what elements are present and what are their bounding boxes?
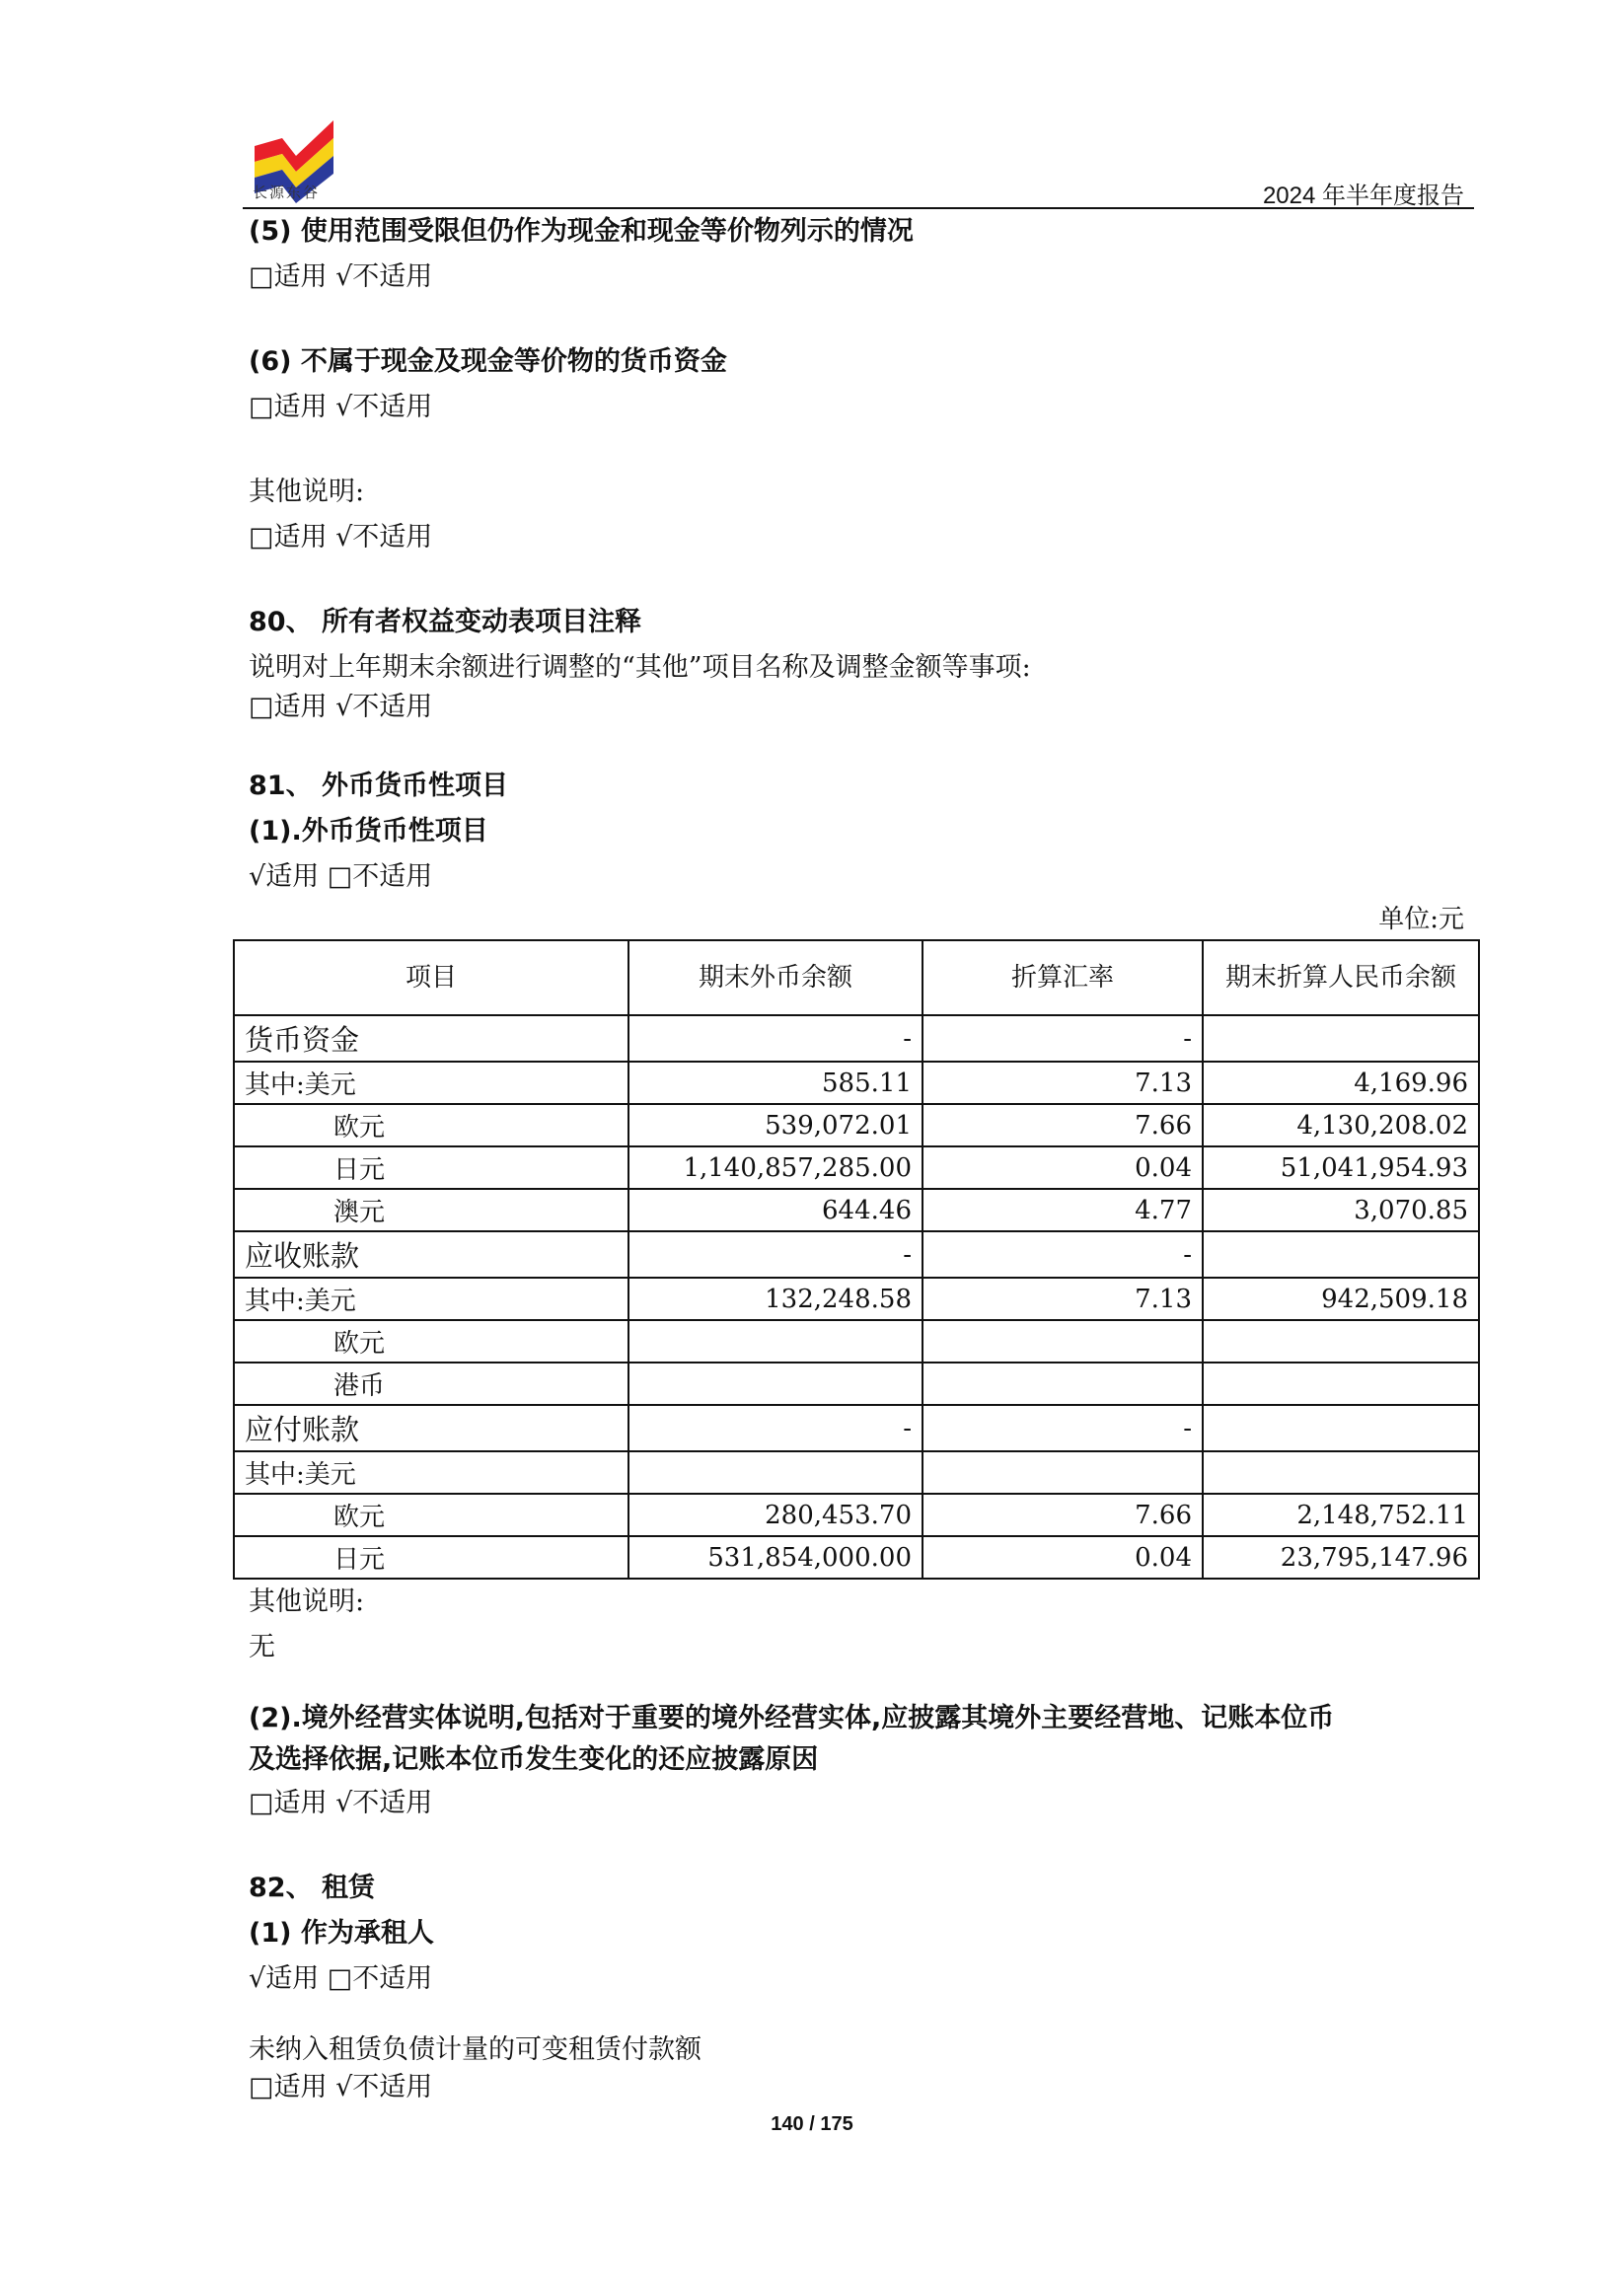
- cell-exchange-rate: 4.77: [923, 1189, 1203, 1231]
- cell-exchange-rate: 0.04: [923, 1146, 1203, 1189]
- table-row: [234, 1062, 1479, 1104]
- cell-item: 应付账款: [234, 1405, 628, 1451]
- cell-rmb-balance: 23,795,147.96: [1203, 1536, 1479, 1579]
- cell-rmb-balance: [1203, 1405, 1479, 1451]
- header-exchange-rate: 折算汇率: [923, 940, 1203, 1015]
- section-80-description: 说明对上年期末余额进行调整的“其他”项目名称及调整金额等事项:: [249, 652, 1031, 683]
- foreign-currency-table: [233, 939, 1480, 1580]
- report-title: 2024 年半年度报告: [1262, 183, 1464, 209]
- table-header-row: [234, 940, 1479, 1015]
- cell-exchange-rate: -: [923, 1231, 1203, 1278]
- cell-exchange-rate: 7.66: [923, 1104, 1203, 1146]
- cell-rmb-balance: 3,070.85: [1203, 1189, 1479, 1231]
- section-81-title: 81、 外币货币性项目: [249, 771, 508, 801]
- section-81-2-title-line1: (2).境外经营实体说明,包括对于重要的境外经营实体,应披露其境外主要经营地、记账本位币: [249, 1703, 1335, 1733]
- section-81-2-title-line2: 及选择依据,记账本位币发生变化的还应披露原因: [249, 1744, 819, 1775]
- cell-item: 欧元: [234, 1320, 628, 1363]
- cell-rmb-balance: [1203, 1363, 1479, 1405]
- cell-rmb-balance: 942,509.18: [1203, 1278, 1479, 1320]
- unit-label: 单位:元: [1378, 905, 1464, 934]
- cell-rmb-balance: 4,169.96: [1203, 1062, 1479, 1104]
- cell-rmb-balance: [1203, 1015, 1479, 1062]
- section-5-title: (5) 使用范围受限但仍作为现金和现金等价物列示的情况: [249, 216, 914, 247]
- table-body: [234, 1015, 1479, 1579]
- cell-exchange-rate: 7.13: [923, 1062, 1203, 1104]
- cell-rmb-balance: [1203, 1451, 1479, 1494]
- cell-exchange-rate: -: [923, 1015, 1203, 1062]
- cell-fx-balance: -: [628, 1231, 923, 1278]
- cell-item: 其中:美元: [234, 1062, 628, 1104]
- cell-item: 欧元: [234, 1494, 628, 1536]
- section-80-applicability: □适用 √不适用: [249, 692, 433, 722]
- cell-fx-balance: 531,854,000.00: [628, 1536, 923, 1579]
- cell-exchange-rate: 7.66: [923, 1494, 1203, 1536]
- cell-fx-balance: 132,248.58: [628, 1278, 923, 1320]
- section-82-title: 82、 租赁: [249, 1873, 375, 1903]
- cell-exchange-rate: [923, 1451, 1203, 1494]
- cell-fx-balance: 1,140,857,285.00: [628, 1146, 923, 1189]
- table-row: [234, 1015, 1479, 1062]
- table-row: [234, 1189, 1479, 1231]
- after-table-notes-label: 其他说明:: [249, 1586, 365, 1617]
- section-81-2-applicability: □适用 √不适用: [249, 1788, 433, 1818]
- cell-rmb-balance: [1203, 1320, 1479, 1363]
- table-row: [234, 1363, 1479, 1405]
- cell-item: 港币: [234, 1363, 628, 1405]
- section-82-description-applicability: □适用 √不适用: [249, 2072, 433, 2102]
- logo-caption: 长源东谷: [253, 184, 321, 201]
- cell-item: 其中:美元: [234, 1278, 628, 1320]
- cell-fx-balance: 539,072.01: [628, 1104, 923, 1146]
- page-content: [245, 209, 1474, 2106]
- section-82-subtitle: (1) 作为承租人: [249, 1918, 434, 1949]
- cell-fx-balance: 644.46: [628, 1189, 923, 1231]
- table-row: [234, 1231, 1479, 1278]
- cell-fx-balance: 585.11: [628, 1062, 923, 1104]
- section-6-title: (6) 不属于现金及现金等价物的货币资金: [249, 346, 727, 377]
- cell-exchange-rate: 7.13: [923, 1278, 1203, 1320]
- table-row: [234, 1405, 1479, 1451]
- cell-item: 应收账款: [234, 1231, 628, 1278]
- table-row: [234, 1451, 1479, 1494]
- table-row: [234, 1494, 1479, 1536]
- section-82-applicability: √适用 □不适用: [249, 1963, 433, 1994]
- header-rmb-balance: 期末折算人民币余额: [1203, 940, 1479, 1015]
- cell-fx-balance: 280,453.70: [628, 1494, 923, 1536]
- table-row: [234, 1278, 1479, 1320]
- table-row: [234, 1146, 1479, 1189]
- cell-item: 欧元: [234, 1104, 628, 1146]
- cell-item: 其中:美元: [234, 1451, 628, 1494]
- section-80-title: 80、 所有者权益变动表项目注释: [249, 607, 641, 637]
- cell-rmb-balance: 2,148,752.11: [1203, 1494, 1479, 1536]
- cell-fx-balance: [628, 1451, 923, 1494]
- table-row: [234, 1104, 1479, 1146]
- cell-fx-balance: [628, 1320, 923, 1363]
- cell-item: 澳元: [234, 1189, 628, 1231]
- other-notes-label: 其他说明:: [249, 477, 365, 507]
- section-81-applicability: √适用 □不适用: [249, 861, 433, 892]
- other-notes-applicability: □适用 √不适用: [249, 522, 433, 553]
- after-table-notes-value: 无: [249, 1632, 275, 1662]
- cell-rmb-balance: [1203, 1231, 1479, 1278]
- cell-exchange-rate: 0.04: [923, 1536, 1203, 1579]
- cell-exchange-rate: [923, 1363, 1203, 1405]
- cell-exchange-rate: [923, 1320, 1203, 1363]
- section-5-applicability: □适用 √不适用: [249, 261, 433, 292]
- cell-fx-balance: [628, 1363, 923, 1405]
- cell-fx-balance: -: [628, 1015, 923, 1062]
- header-item: 项目: [234, 940, 628, 1015]
- cell-item: 日元: [234, 1146, 628, 1189]
- section-6-applicability: □适用 √不适用: [249, 392, 433, 422]
- cell-exchange-rate: -: [923, 1405, 1203, 1451]
- header-fx-balance: 期末外币余额: [628, 940, 923, 1015]
- section-82-description: 未纳入租赁负债计量的可变租赁付款额: [249, 2034, 701, 2065]
- section-81-subtitle: (1).外币货币性项目: [249, 816, 488, 847]
- cell-rmb-balance: 51,041,954.93: [1203, 1146, 1479, 1189]
- page-number: 140 / 175: [771, 2113, 853, 2135]
- cell-item: 货币资金: [234, 1015, 628, 1062]
- cell-fx-balance: -: [628, 1405, 923, 1451]
- cell-rmb-balance: 4,130,208.02: [1203, 1104, 1479, 1146]
- table-row: [234, 1320, 1479, 1363]
- cell-item: 日元: [234, 1536, 628, 1579]
- table-row: [234, 1536, 1479, 1579]
